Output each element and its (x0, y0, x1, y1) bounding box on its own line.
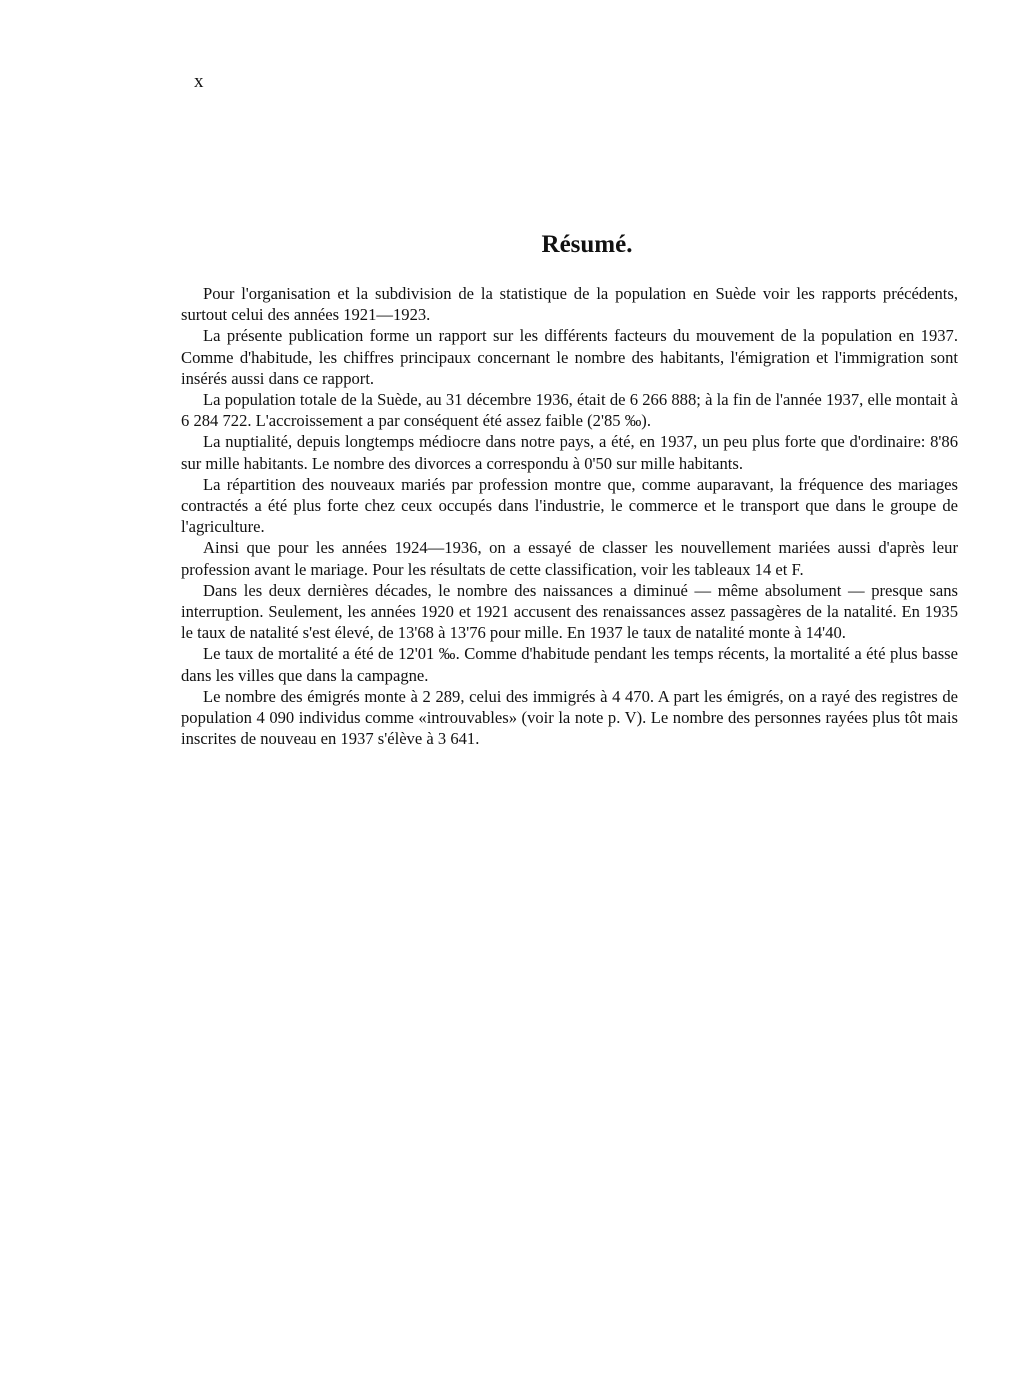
paragraph-population-total: La population totale de la Suède, au 31 décembre 1936, était de 6 266 888; à la fin de l'année 1937, elle montait à 6 284 722. L'accroissement a par conséquent été assez faible (2'85 ‰). (181, 390, 958, 431)
paragraph-births: Dans les deux dernières décades, le nombre des naissances a diminué — même absolument — presque sans interruption. Seulement, les années 1920 et 1921 accusent des renaissances assez passagères de la natalité. En 1935 le taux de natalité s'est élevé, de 13'68 à 13'76 pour mille. En 1937 le taux de natalité monte à 14'40. (181, 580, 958, 643)
paragraph-mortality: Le taux de mortalité a été de 12'01 ‰. Comme d'habitude pendant les temps récents, la mortalité a été plus basse dans les villes que dans la campagne. (181, 644, 958, 685)
summary-body (181, 283, 958, 749)
page-title: Résumé. (541, 231, 633, 258)
page-number: x (194, 71, 204, 92)
paragraph-classification: Ainsi que pour les années 1924—1936, on a essayé de classer les nouvellement mariées aussi d'après leur profession avant le mariage. Pour les résultats de cette classification, voir les tableaux 14 et F. (181, 538, 958, 579)
paragraph-marriage-profession: La répartition des nouveaux mariés par profession montre que, comme auparavant, la fréquence des mariages contractés a été plus forte chez ceux occupés dans l'industrie, le commerce et le transport que dans le groupe de l'agriculture. (181, 474, 958, 537)
paragraph-publication: La présente publication forme un rapport sur les différents facteurs du mouvement de la population en 1937. Comme d'habitude, les chiffres principaux concernant le nombre des habitants, l'émigration et l'immigration sont insérés aussi dans ce rapport. (181, 326, 958, 388)
paragraph-organisation: Pour l'organisation et la subdivision de la statistique de la population en Suède voir les rapports précédents, surtout celui des années 1921—1923. (181, 284, 958, 325)
paragraph-migration: Le nombre des émigrés monte à 2 289, celui des immigrés à 4 470. A part les émigrés, on a rayé des registres de population 4 090 individus comme «introuvables» (voir la note p. V). Le nombre des personnes rayées plus tôt mais inscrites de nouveau en 1937 s'élève à 3 641. (181, 686, 958, 749)
paragraph-nuptiality: La nuptialité, depuis longtemps médiocre dans notre pays, a été, en 1937, un peu plus forte que d'ordinaire: 8'86 sur mille habitants. Le nombre des divorces a correspondu à 0'50 sur mille habitants. (181, 432, 958, 473)
